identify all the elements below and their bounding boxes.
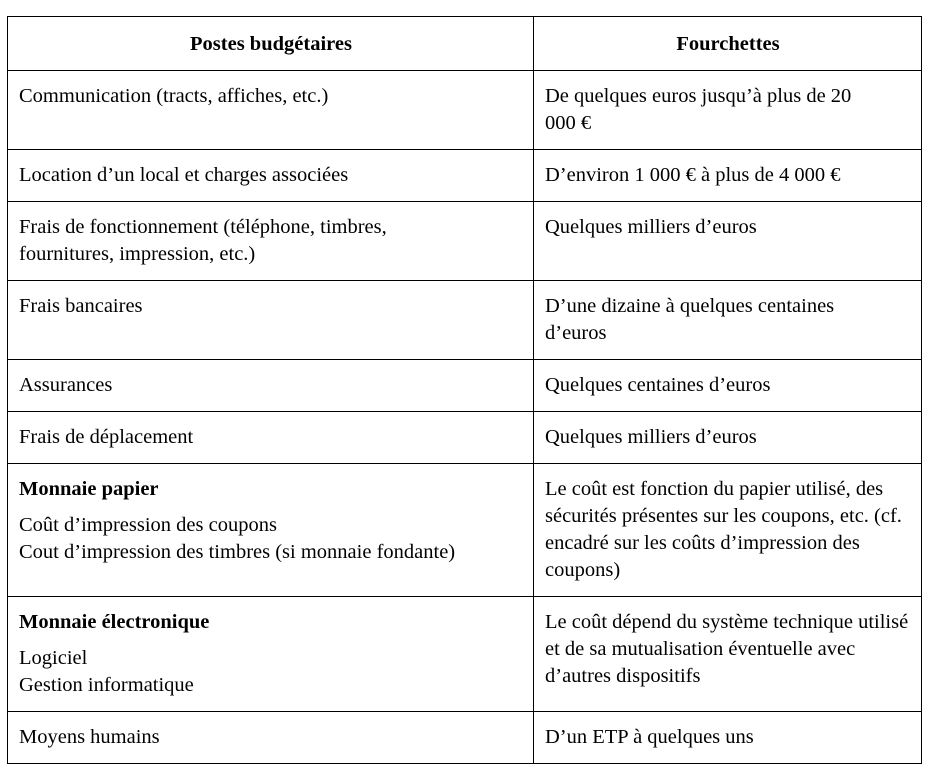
row-range-monnaie-electronique: Le coût dépend du système technique utilisé et de sa mutualisation éventuelle avec d’autres dispositifs: [534, 597, 922, 712]
table-row: [8, 150, 922, 202]
header-fourchettes: Fourchettes: [534, 17, 922, 71]
row-subline: Coût d’impression des coupons: [19, 514, 277, 536]
table-row: [8, 464, 922, 597]
row-range-monnaie-papier: Le coût est fonction du papier utilisé, des sécurités présentes sur les coupons, etc. (cf. encadré sur les coûts d’impression des coupons): [534, 464, 922, 597]
table-row: [8, 597, 922, 712]
row-title-monnaie-electronique: Monnaie électronique: [19, 611, 210, 633]
row-item-monnaie-electronique: [8, 597, 534, 712]
row-item-moyens-humains: Moyens humains: [8, 712, 534, 764]
row-sublines-monnaie-papier: [19, 512, 523, 566]
row-item-location: Location d’un local et charges associées: [8, 150, 534, 202]
table-row: [8, 712, 922, 764]
row-range-frais-fonctionnement: Quelques milliers d’euros: [534, 202, 922, 281]
table-header-row: [8, 17, 922, 71]
row-range-moyens-humains: D’un ETP à quelques uns: [534, 712, 922, 764]
row-subline: Logiciel: [19, 647, 88, 669]
row-title-monnaie-papier: Monnaie papier: [19, 478, 159, 500]
row-item-frais-deplacement: Frais de déplacement: [8, 412, 534, 464]
row-item-assurances: Assurances: [8, 360, 534, 412]
row-sublines-monnaie-electronique: [19, 645, 523, 699]
budget-table: [7, 16, 922, 764]
table-row: [8, 281, 922, 360]
row-range-assurances: Quelques centaines d’euros: [534, 360, 922, 412]
row-item-frais-bancaires: Frais bancaires: [8, 281, 534, 360]
row-range-frais-bancaires: D’une dizaine à quelques centaines d’euros: [534, 281, 922, 360]
table-row: [8, 202, 922, 281]
row-item-communication: Communication (tracts, affiches, etc.): [8, 71, 534, 150]
row-range-frais-deplacement: Quelques milliers d’euros: [534, 412, 922, 464]
row-subline: Gestion informatique: [19, 674, 194, 696]
row-range-communication: De quelques euros jusqu’à plus de 20 000 €: [534, 71, 922, 150]
table-row: [8, 71, 922, 150]
row-item-monnaie-papier: [8, 464, 534, 597]
row-range-location: D’environ 1 000 € à plus de 4 000 €: [534, 150, 922, 202]
header-postes-budgetaires: Postes budgétaires: [8, 17, 534, 71]
row-item-frais-fonctionnement: Frais de fonctionnement (téléphone, timbres, fournitures, impression, etc.): [8, 202, 534, 281]
table-row: [8, 412, 922, 464]
table-row: [8, 360, 922, 412]
row-subline: Cout d’impression des timbres (si monnaie fondante): [19, 541, 456, 563]
